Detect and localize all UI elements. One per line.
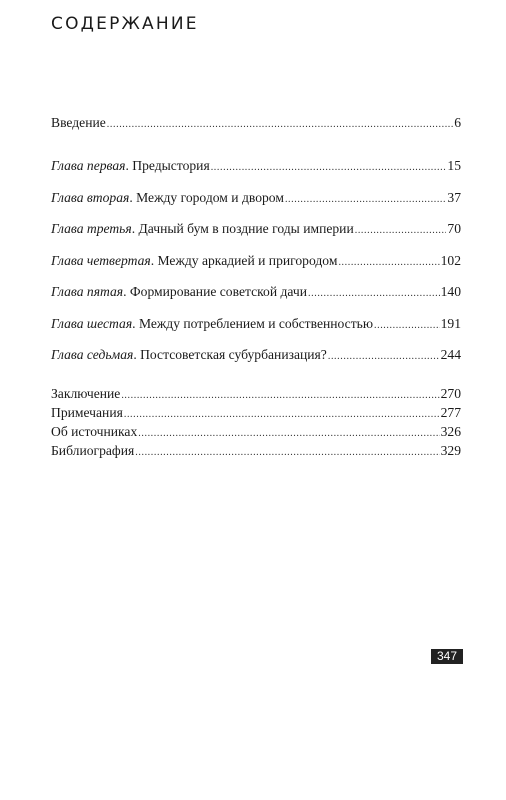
toc-entry-chapter-1[interactable] — [51, 158, 461, 190]
chapter-title: . Между аркадией и пригородом — [150, 252, 338, 268]
toc-entry-chapter-6[interactable] — [51, 316, 461, 348]
toc-entry-chapter-7[interactable] — [51, 347, 461, 379]
toc-intro-section — [51, 115, 461, 133]
toc-entry-page: 6 — [454, 115, 461, 130]
chapter-label: Глава первая — [51, 158, 126, 173]
dot-leader — [121, 388, 439, 404]
toc-entry-page: 277 — [440, 405, 461, 420]
toc-entry-page: 15 — [447, 158, 461, 173]
toc-entry-notes[interactable] — [51, 405, 461, 424]
toc-entry-bibliography[interactable] — [51, 443, 461, 462]
chapter-title: . Дачный бум в поздние годы империи — [131, 221, 354, 236]
toc-entry-title — [51, 190, 284, 206]
dot-leader — [308, 286, 440, 302]
chapter-title: . Постсоветская субурбанизация? — [133, 347, 327, 362]
dot-leader — [211, 160, 447, 176]
chapter-label: Глава пятая — [51, 284, 124, 299]
toc-entry-title: Заключение — [51, 386, 121, 401]
toc-entry-page: 270 — [440, 386, 461, 401]
toc-entry-title — [51, 347, 327, 363]
page-number-badge: 347 — [431, 649, 463, 664]
chapter-label: Глава шестая — [51, 315, 133, 331]
dot-leader — [135, 445, 439, 461]
toc-entry-page: 102 — [440, 252, 461, 268]
toc-entry-sources[interactable] — [51, 424, 461, 443]
chapter-label: Глава четвертая — [51, 252, 151, 268]
toc-entry-page: 329 — [440, 443, 461, 458]
toc-entry-title: Примечания — [51, 405, 123, 420]
toc-entry-title — [51, 158, 210, 174]
toc-entry-chapter-4[interactable] — [51, 253, 461, 285]
toc-entry-chapter-2[interactable] — [51, 190, 461, 222]
toc-entry-chapter-3[interactable] — [51, 221, 461, 253]
toc-entry-page: 244 — [440, 347, 461, 362]
toc-entry-chapter-5[interactable] — [51, 284, 461, 316]
toc-entry-page: 326 — [440, 424, 461, 439]
chapter-label: Глава вторая — [51, 189, 130, 205]
toc-entry-conclusion[interactable] — [51, 386, 461, 405]
toc-entry-title — [51, 221, 354, 237]
toc-entry-page: 70 — [447, 221, 461, 236]
chapter-title: . Предыстория — [125, 158, 210, 173]
dot-leader — [124, 407, 440, 423]
toc-entry-title — [51, 316, 373, 332]
toc-entry-page: 140 — [440, 284, 461, 299]
toc-entry-title — [51, 284, 307, 300]
toc-entry-title — [51, 253, 337, 269]
dot-leader — [355, 223, 447, 239]
toc-entry-title: Об источниках — [51, 424, 138, 439]
chapter-title: . Между потреблением и собственностью — [132, 315, 373, 331]
dot-leader — [138, 426, 439, 442]
toc-chapters-section — [51, 158, 461, 379]
chapter-title: . Между городом и двором — [129, 189, 284, 205]
dot-leader — [374, 318, 440, 334]
dot-leader — [338, 255, 439, 271]
toc-entry-title: Введение — [51, 115, 106, 130]
toc-entry-page: 191 — [440, 315, 461, 331]
toc-entry-page: 37 — [447, 189, 461, 205]
toc-back-matter-section — [51, 386, 461, 462]
page-title: СОДЕРЖАНИЕ — [51, 14, 199, 34]
dot-leader — [285, 192, 446, 208]
chapter-label: Глава седьмая — [51, 347, 134, 362]
toc-entry-title: Библиография — [51, 443, 135, 458]
chapter-title: . Формирование советской дачи — [123, 284, 308, 299]
dot-leader — [328, 349, 440, 365]
toc-entry-introduction[interactable] — [51, 115, 461, 133]
dot-leader — [107, 117, 453, 133]
chapter-label: Глава третья — [51, 221, 132, 236]
